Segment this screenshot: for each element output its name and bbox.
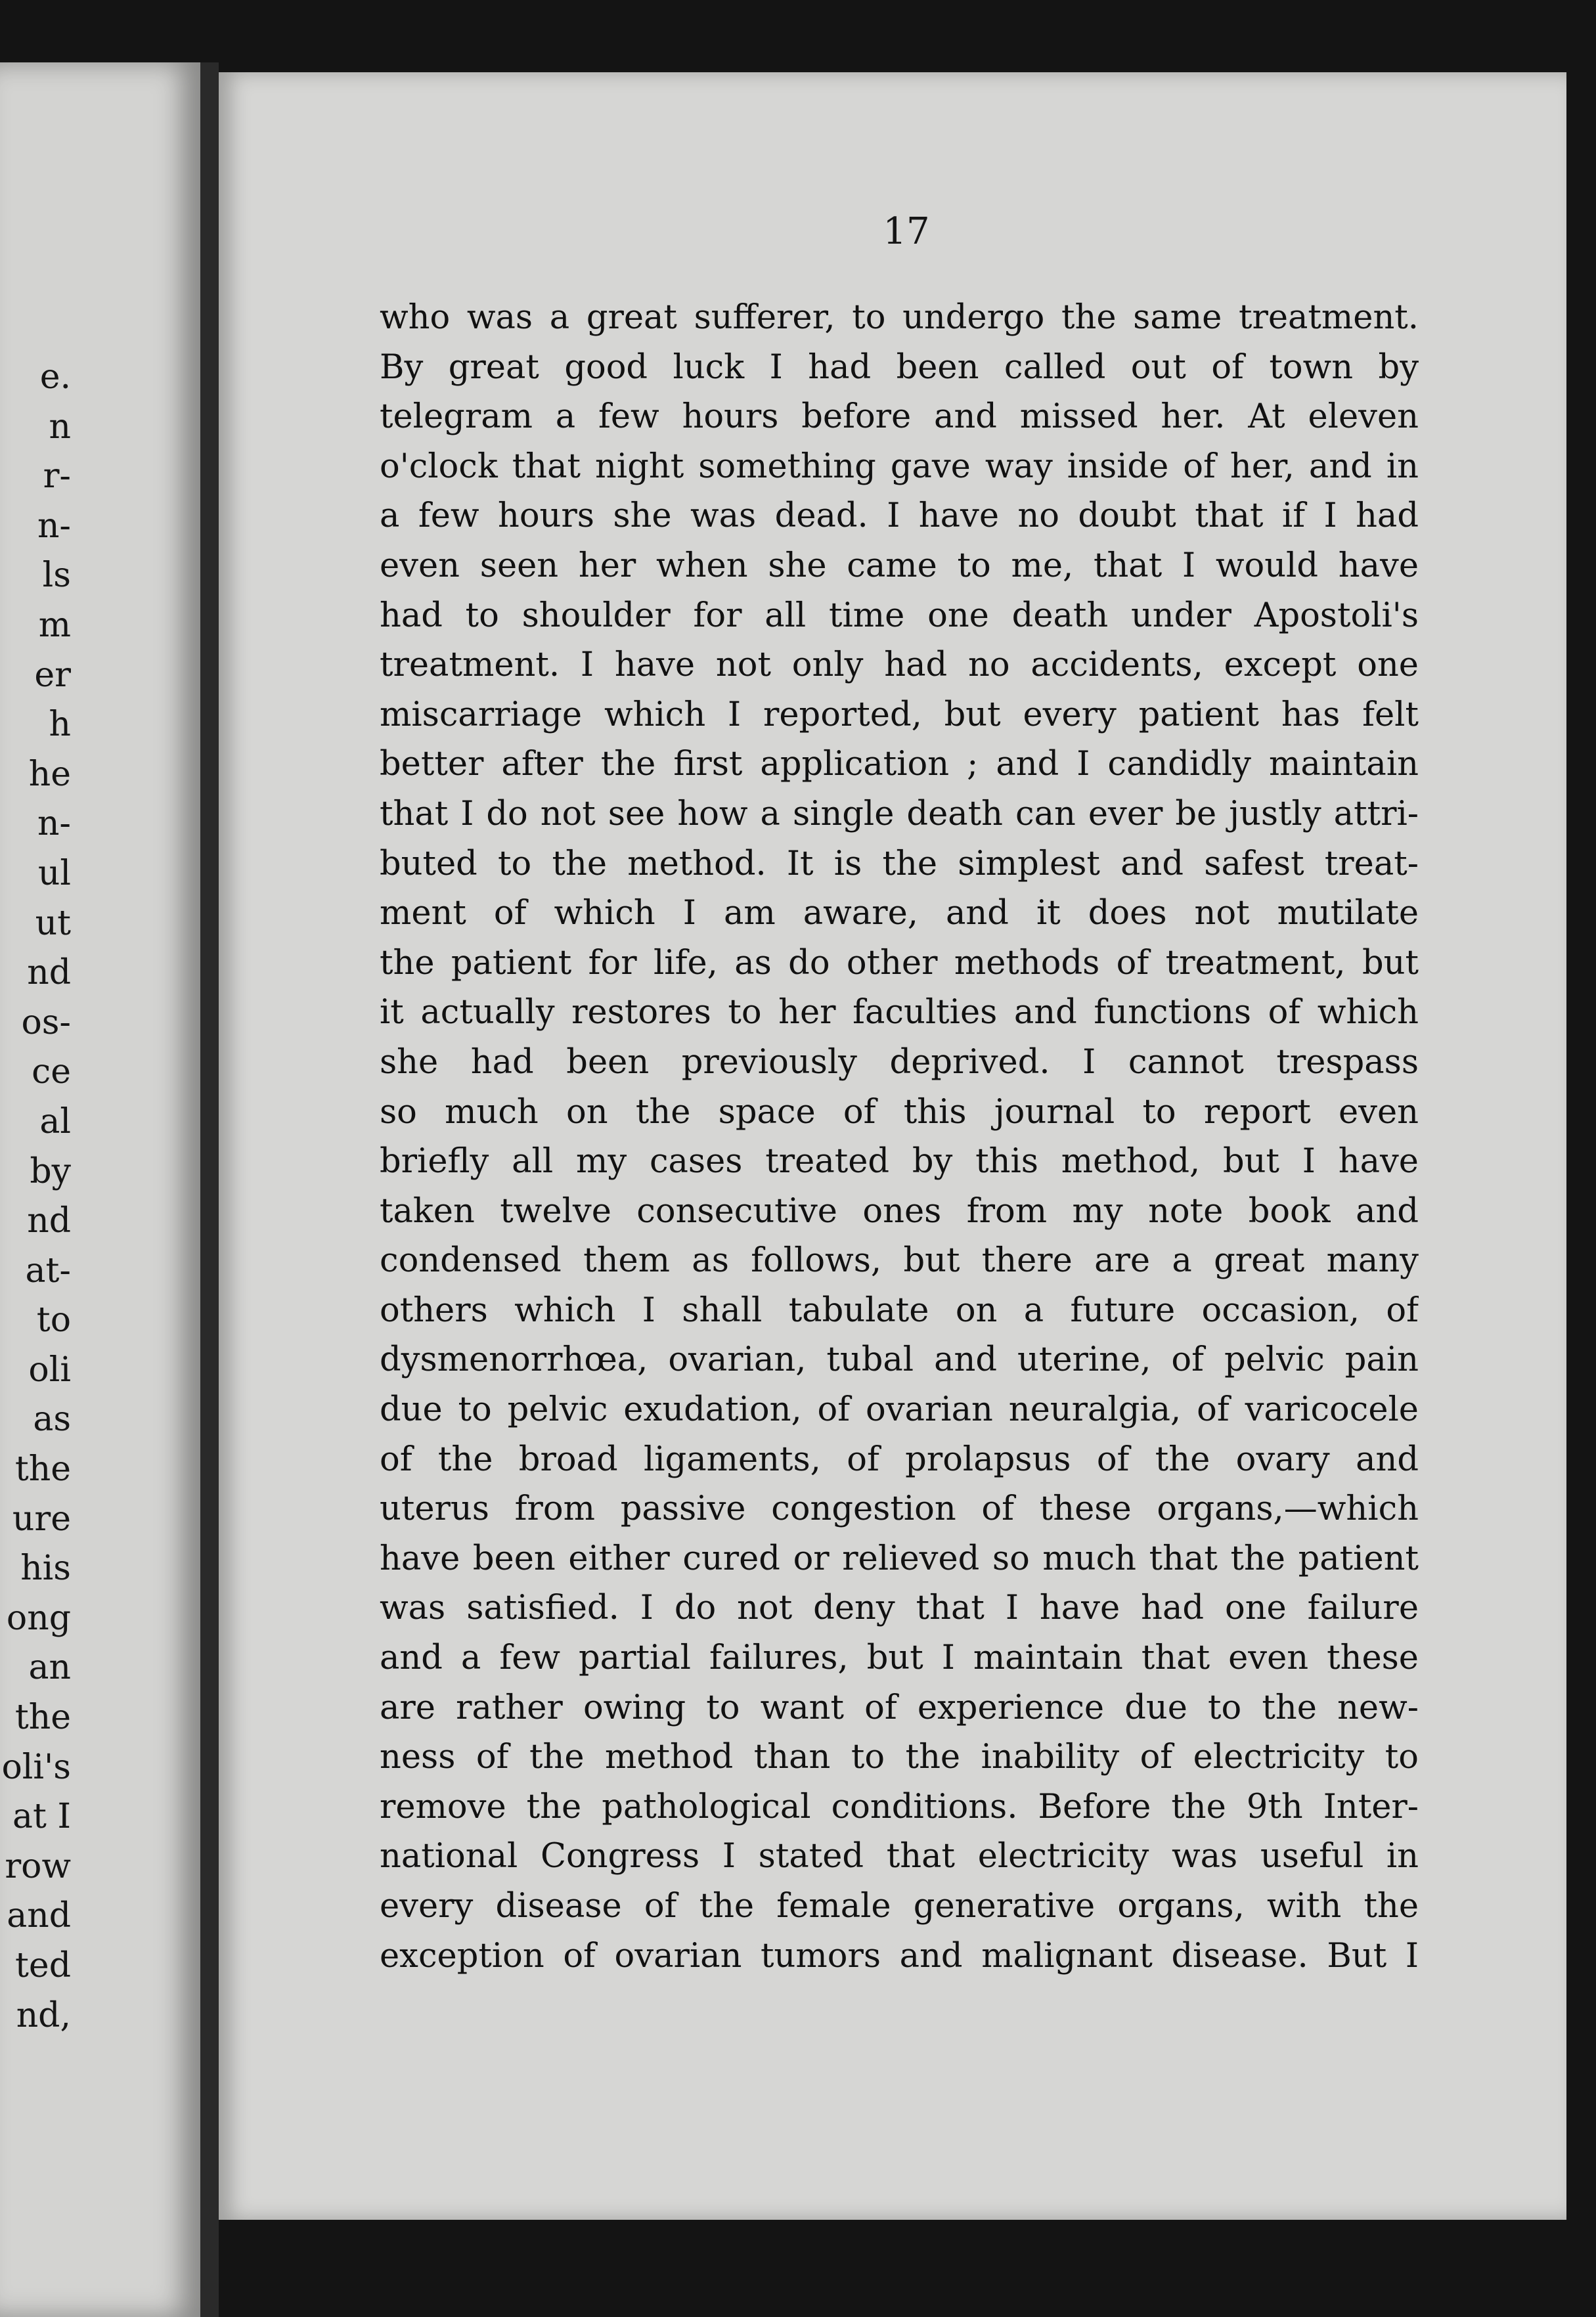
text-line: treatment. I have not only had no accidents, except one [380,646,1419,685]
text-line: taken twelve consecutive ones from my note book and [380,1191,1419,1231]
text-line: have been either cured or relieved so much that the patient [380,1539,1419,1578]
text-line: remove the pathological conditions. Before the 9th Inter- [380,1787,1419,1826]
text-line: even seen her when she came to me, that I would have [380,546,1419,585]
text-line: and a few partial failures, but I maintain that even these [380,1639,1419,1678]
text-line: telegram a few hours before and missed her. At eleven [380,397,1419,437]
text-line: national Congress I stated that electricity was useful in [380,1837,1419,1876]
page-number: 17 [883,210,930,253]
facing-page-fragment: an [28,1648,71,1688]
text-line: ness of the method than to the inability of electricity to [380,1738,1419,1777]
facing-page-fragment: ls [42,556,71,596]
facing-page-fragment: ce [32,1052,71,1092]
facing-page-fragment: at I [12,1797,71,1837]
text-line: ment of which I am aware, and it does not mutilate [380,894,1419,933]
facing-page-fragment: ut [35,903,71,943]
facing-page-fragment: ure [12,1499,71,1539]
facing-page-fragment: to [36,1300,71,1340]
text-line: so much on the space of this journal to report even [380,1092,1419,1132]
text-line: every disease of the female generative organs, with the [380,1887,1419,1926]
facing-page-fragment: al [39,1101,71,1141]
book-gutter [200,62,219,2317]
text-line: who was a great sufferer, to undergo the same treatment. [380,298,1419,337]
facing-page-fragment: the [14,1698,71,1738]
text-line: of the broad ligaments, of prolapsus of the ovary and [380,1440,1419,1479]
text-line: it actually restores to her faculties and functions of which [380,993,1419,1032]
text-line: By great good luck I had been called out of town by [380,347,1419,387]
text-line: a few hours she was dead. I have no doubt that if I had [380,496,1419,536]
facing-page-fragment: and [7,1896,71,1936]
facing-page-fragment: os- [21,1002,71,1042]
text-line: due to pelvic exudation, of ovarian neuralgia, of varicocele [380,1390,1419,1430]
facing-page-fragment: by [30,1151,71,1191]
facing-page-fragment: ul [37,853,71,893]
text-line: exception of ovarian tumors and malignant disease. But I [380,1936,1419,1975]
text-line: others which I shall tabulate on a future occasion, of [380,1291,1419,1330]
text-line: o'clock that night something gave way inside of her, and in [380,447,1419,486]
facing-page-fragment: row [5,1846,71,1886]
facing-page-fragment: n [49,407,71,447]
facing-page-fragment: he [28,754,71,794]
facing-page-fragment: er [34,655,71,695]
text-line: condensed them as follows, but there are a great many [380,1241,1419,1281]
facing-page-fragment: at- [25,1250,71,1291]
facing-page-fragment: his [20,1549,71,1589]
text-line: she had been previously deprived. I cannot trespass [380,1042,1419,1082]
facing-page-fragment: oli [28,1350,71,1390]
text-line: had to shoulder for all time one death under Apostoli's [380,596,1419,635]
facing-page-fragment: as [33,1400,71,1440]
facing-page-fragment: h [49,705,71,745]
text-line: buted to the method. It is the simplest and safest treat- [380,844,1419,883]
facing-page-edge [0,62,200,2317]
text-line: better after the first application ; and I candidly maintain [380,745,1419,784]
text-line: are rather owing to want of experience due to the new- [380,1688,1419,1727]
facing-page-text-fragments [0,353,71,2041]
text-line: was satisfied. I do not deny that I have had one failure [380,1589,1419,1628]
facing-page-fragment: n- [37,506,71,546]
facing-page-fragment: ong [6,1598,71,1638]
facing-page-fragment: oli's [1,1747,71,1787]
facing-page-fragment: the [14,1449,71,1490]
body-text [380,293,1419,1981]
facing-page-fragment: m [38,605,71,645]
facing-page-fragment: nd [27,1201,71,1241]
text-line: uterus from passive congestion of these organs,—which [380,1490,1419,1529]
facing-page-fragment: r- [43,456,71,496]
text-line: the patient for life, as do other methods of treatment, but [380,943,1419,982]
facing-page-fragment: n- [37,804,71,844]
facing-page-fragment: e. [39,357,71,397]
facing-page-fragment: nd, [16,1995,71,2035]
text-line: briefly all my cases treated by this method, but I have [380,1142,1419,1181]
facing-page-fragment: ted [15,1946,71,1985]
text-line: miscarriage which I reported, but every patient has felt [380,695,1419,734]
text-line: that I do not see how a single death can ever be justly attri- [380,794,1419,833]
text-line: dysmenorrhœa, ovarian, tubal and uterine, of pelvic pain [380,1340,1419,1380]
facing-page-fragment: nd [27,953,71,993]
